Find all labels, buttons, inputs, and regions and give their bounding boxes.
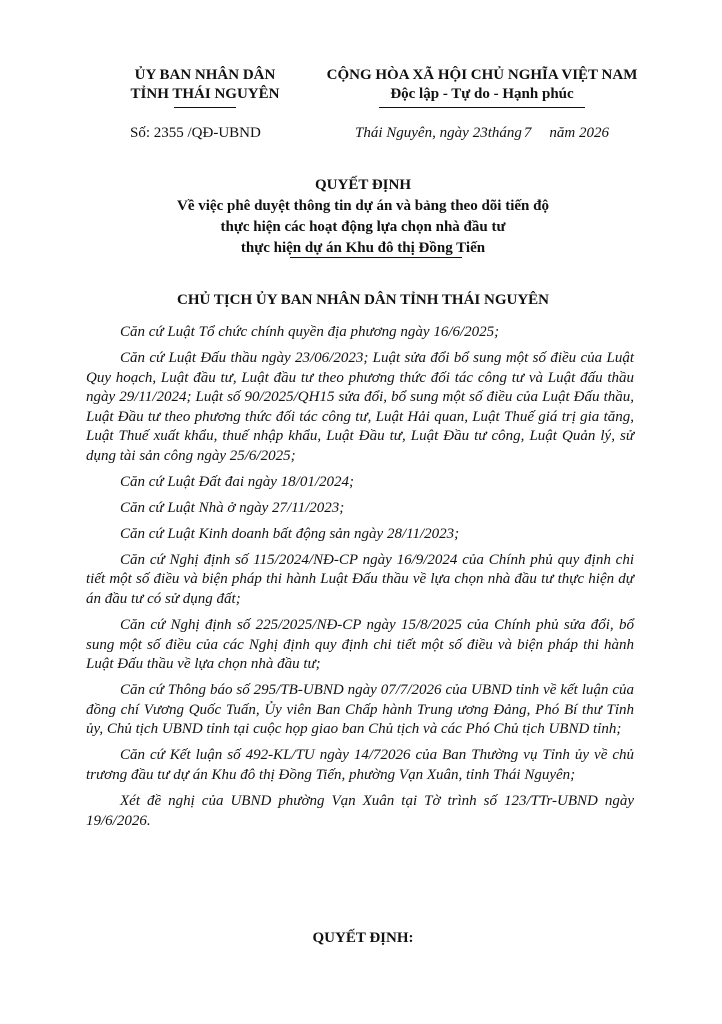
basis-paragraph: Căn cứ Luật Tổ chức chính quyền địa phương ngày 16/6/2025; (120, 324, 500, 340)
date-day: 23 (472, 125, 488, 141)
date-prefix: Thái Nguyên, ngày (355, 125, 469, 141)
basis-paragraph: Xét đề nghị của UBND phường Vạn Xuân tại Tờ trình số 123/TTr-UBND ngày 19/6/2026. (86, 792, 634, 829)
title-line2: thực hiện các hoạt động lựa chọn nhà đầu tư (220, 219, 506, 235)
title-heading: QUYẾT ĐỊNH (315, 177, 411, 193)
title-line3: thực hiện dự án Khu đô thị Đồng Tiến (240, 240, 486, 256)
basis-paragraph: Căn cứ Luật Đấu thầu ngày 23/06/2023; Luật sửa đổi bổ sung một số điều của Luật Quy hoạch, Luật đầu tư, Luật đầu tư theo phương thức đối tác công tư và Luật đấu thầu ngày 29/11/2024; Luật số 90/2025/QH15 sửa đổi, bổ sung một số điều của Luật Đấu thầu, Luật Đầu tư theo phương thức đối tác công tư, Luật Hải quan, Luật Thuế giá trị gia tăng, Luật Thuế xuất khẩu, thuế nhập khẩu, Luật Đầu tư, Luật Đầu tư công, Luật Quản lý, sử dụng tài sản công ngày 25/6/2025; (86, 349, 634, 464)
document-number: Số: 2355 /QĐ-UBND (130, 125, 261, 141)
decision-heading: QUYẾT ĐỊNH: (312, 930, 414, 946)
issue-date (355, 125, 609, 142)
title-line1: Về việc phê duyệt thông tin dự án và bảng theo dõi tiến độ (177, 198, 549, 214)
date-year: năm 2026 (549, 125, 610, 141)
basis-paragraph: Căn cứ Luật Nhà ở ngày 27/11/2023; (120, 499, 345, 516)
national-motto: Độc lập - Tự do - Hạnh phúc (390, 86, 574, 102)
date-month-label: tháng (487, 125, 522, 141)
signing-authority: CHỦ TỊCH ỦY BAN NHÂN DÂN TỈNH THÁI NGUYÊN (177, 292, 549, 308)
motto-underline (379, 107, 585, 108)
issuing-authority-line2: TỈNH THÁI NGUYÊN (130, 86, 280, 102)
basis-paragraph: Căn cứ Thông báo số 295/TB-UBND ngày 07/7/2026 của UBND tỉnh về kết luận của đồng chí Vương Quốc Tuấn, Ủy viên Ban Chấp hành Trung ương Đảng, Phó Bí thư Tỉnh ủy, Chủ tịch UBND tỉnh tại cuộc họp giao ban Chủ tịch và các Phó Chủ tịch UBND tỉnh; (86, 682, 634, 738)
basis-paragraph: Căn cứ Nghị định số 115/2024/NĐ-CP ngày 16/9/2024 của Chính phủ quy định chi tiết một số điều và biện pháp thi hành Luật Đấu thầu về lựa chọn nhà đầu tư thực hiện dự án đầu tư có sử dụng đất; (86, 551, 634, 608)
decision-title (96, 175, 630, 259)
authority-underline (174, 107, 236, 108)
basis-paragraph: Căn cứ Luật Đất đai ngày 18/01/2024; (120, 473, 355, 490)
national-title: CỘNG HÒA XÃ HỘI CHỦ NGHĨA VIỆT NAM (326, 67, 638, 83)
date-month: 7 (523, 125, 532, 141)
title-underline (290, 257, 462, 258)
national-header (292, 66, 672, 108)
basis-paragraph: Căn cứ Nghị định số 225/2025/NĐ-CP ngày 15/8/2025 của Chính phủ sửa đổi, bổ sung một số điều của các Nghị định quy định chi tiết một số điều và biện pháp thi hành Luật Đấu thầu về lựa chọn nhà đầu tư; (86, 617, 634, 673)
legal-bases (86, 323, 634, 838)
basis-paragraph: Căn cứ Kết luận số 492-KL/TU ngày 14/72026 của Ban Thường vụ Tỉnh ủy về chủ trương đầu tư dự án Khu đô thị Đồng Tiến, phường Vạn Xuân, tỉnh Thái Nguyên; (86, 747, 634, 783)
issuing-authority (108, 66, 302, 108)
issuing-authority-line1: ỦY BAN NHÂN DÂN (134, 67, 276, 83)
basis-paragraph: Căn cứ Luật Kinh doanh bất động sản ngày 28/11/2023; (120, 525, 460, 542)
